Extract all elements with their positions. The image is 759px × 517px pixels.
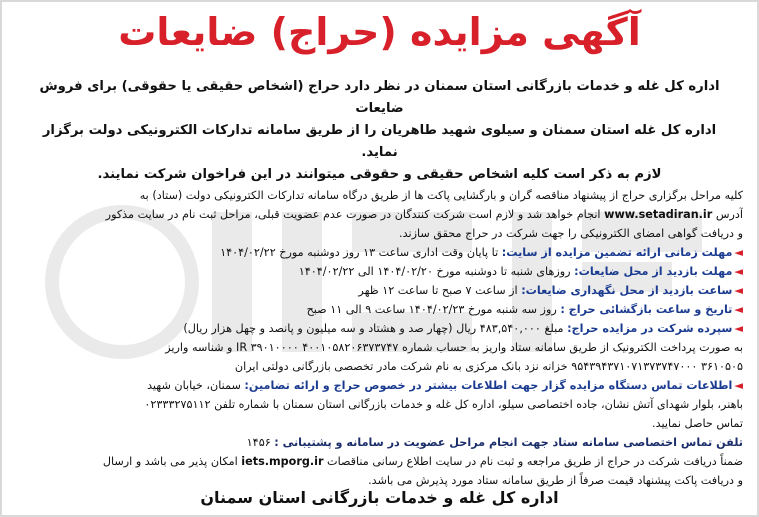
auction-row xyxy=(16,300,743,319)
bullet-icon: ◄ xyxy=(734,265,743,278)
iets-text-a: ضمناً دریافت شرکت در حراج از طریق مراجعه و ثبت نام در سایت اطلاع رسانی مناقصات xyxy=(327,455,743,468)
setad-phone-row xyxy=(16,433,743,452)
deadline-value: تا پایان وقت اداری ساعت ۱۳ روز دوشنبه مورخ ۱۴۰۴/۰۲/۲۲ xyxy=(220,246,499,259)
bullet-icon: ◄ xyxy=(734,284,743,297)
setad-url-link[interactable]: www.setadiran.ir xyxy=(604,208,713,221)
deadline-label: مهلت زمانی ارائه تضمین مزایده از سایت: xyxy=(501,246,733,259)
submission-text: و دریافت پاکت پیشنهاد قیمت صرفاً از طریق سامانه ستاد مورد پذیرش می باشد. xyxy=(368,474,743,487)
certificate-text: و دریافت گواهی امضای الکترونیکی را جهت شرکت در حراج محقق سازند. xyxy=(399,227,743,240)
visit-hours-label: ساعت بازدید از محل نگهداری ضایعات: xyxy=(521,284,733,297)
contact-value: سمنان، خیابان شهید xyxy=(147,379,241,392)
bullet-icon: ◄ xyxy=(734,303,743,316)
notice-body xyxy=(16,76,743,490)
address-label: آدرس xyxy=(715,208,743,221)
paragraph-line xyxy=(16,357,743,376)
bullet-icon: ◄ xyxy=(734,246,743,259)
intro-line-2: اداره کل غله استان سمنان و سیلوی شهید طاهریان را از طریق سامانه تدارکات الکترونیکی دولت برگزار نماید. xyxy=(42,123,717,160)
paragraph-line xyxy=(16,186,743,205)
contact-address-text: باهنر، بلوار شهدای آتش نشان، جاده اختصاصی سیلو، اداره کل غله و خدمات بازرگانی استان سمنان با شماره تلفن ۰۲۳۳۳۲۷۵۱۱۲ xyxy=(144,398,743,411)
contact-row xyxy=(16,376,743,395)
visit-row xyxy=(16,262,743,281)
iets-text-b: امکان پذیر می باشد و ارسال xyxy=(102,455,238,468)
deposit-account-text: به صورت پرداخت الکترونیک از طریق سامانه ستاد واریز به حساب شماره ۴۰۰۱۰۵۸۲۰۶۳۷۳۷۴۷ IR ۳۹۰۱۰۰۰۰ و شناسه واریز xyxy=(165,341,743,354)
paragraph-line xyxy=(16,224,743,243)
contact-label: اطلاعات تماس دستگاه مزایده گزار جهت اطلاعات بیشتر در خصوص حراج و ارائه تضامین: xyxy=(244,379,733,392)
paragraph-line xyxy=(16,395,743,414)
visit-hours-row xyxy=(16,281,743,300)
paragraph-line xyxy=(16,338,743,357)
registration-text: انجام خواهد شد و لازم است شرکت کنندگان در صورت عدم عضویت قبلی، مراحل ثبت نام در سایت مذکور xyxy=(105,208,601,221)
bullet-icon: ◄ xyxy=(734,379,743,392)
paragraph-line xyxy=(16,205,743,224)
bullet-icon: ◄ xyxy=(734,322,743,335)
auction-label: تاریخ و ساعت بازگشائی حراج : xyxy=(560,303,733,316)
visit-value: روزهای شنبه تا دوشنبه مورخ ۱۴۰۴/۰۲/۲۰ الی ۱۴۰۴/۰۲/۲۲ xyxy=(298,265,571,278)
deposit-label: سپرده شرکت در مزایده حراج: xyxy=(567,322,733,335)
deposit-row xyxy=(16,319,743,338)
contact-closing-text: تماس حاصل نمایید. xyxy=(652,417,743,430)
issuer-signature: اداره کل غله و خدمات بازرگانی استان سمنان xyxy=(200,488,559,507)
iets-url-link[interactable]: iets.mporg.ir xyxy=(241,455,324,468)
intro-line-1: اداره کل غله و خدمات بازرگانی استان سمنان در نظر دارد حراج (اشخاص حقیقی یا حقوقی) برای فروش ضایعات xyxy=(39,79,720,116)
visit-hours-value: از ساعت ۷ صبح تا ساعت ۱۲ ظهر xyxy=(358,284,518,297)
process-text: کلیه مراحل برگزاری حراج از پیشنهاد مناقصه گران و بارگشایی پاکت ها از طریق درگاه سامانه تدارکات الکترونیکی دولت (ستاد) به xyxy=(139,189,743,202)
visit-label: مهلت بازدید از محل ضایعات: xyxy=(574,265,733,278)
deposit-value: مبلغ ۴۸۳,۵۴۰,۰۰۰ ریال (چهار صد و هشتاد و سه میلیون و پانصد و چهل هزار ریال) xyxy=(183,322,564,335)
deposit-treasury-text: ۳۶۱۰۵۰۵ ۹۵۴۳۹۴۳۷۱۰۷۱۳۷۳۷۴۷۰۰۰ خزانه نزد بانک مرکزی به نام شرکت مادر تخصصی بازرگانی دولتی ایران xyxy=(234,360,743,373)
setad-phone-label: تلفن تماس اختصاصی سامانه ستاد جهت انجام مراحل عضویت در سامانه و پشتیبانی : xyxy=(274,436,743,449)
auction-value: روز سه شنبه مورخ ۱۴۰۴/۰۲/۲۳ ساعت ۹ الی ۱۱ صبح xyxy=(306,303,557,316)
setad-phone-value: ۱۴۵۶ xyxy=(246,436,271,449)
page-title: آگهی مزایده (حراج) ضایعات xyxy=(118,10,641,54)
intro-line-3: لازم به ذکر است کلیه اشخاص حقیقی و حقوقی میتوانند در این فراخوان شرکت نمایند. xyxy=(97,167,662,182)
paragraph-line xyxy=(16,452,743,471)
paragraph-line xyxy=(16,414,743,433)
deadline-row xyxy=(16,243,743,262)
